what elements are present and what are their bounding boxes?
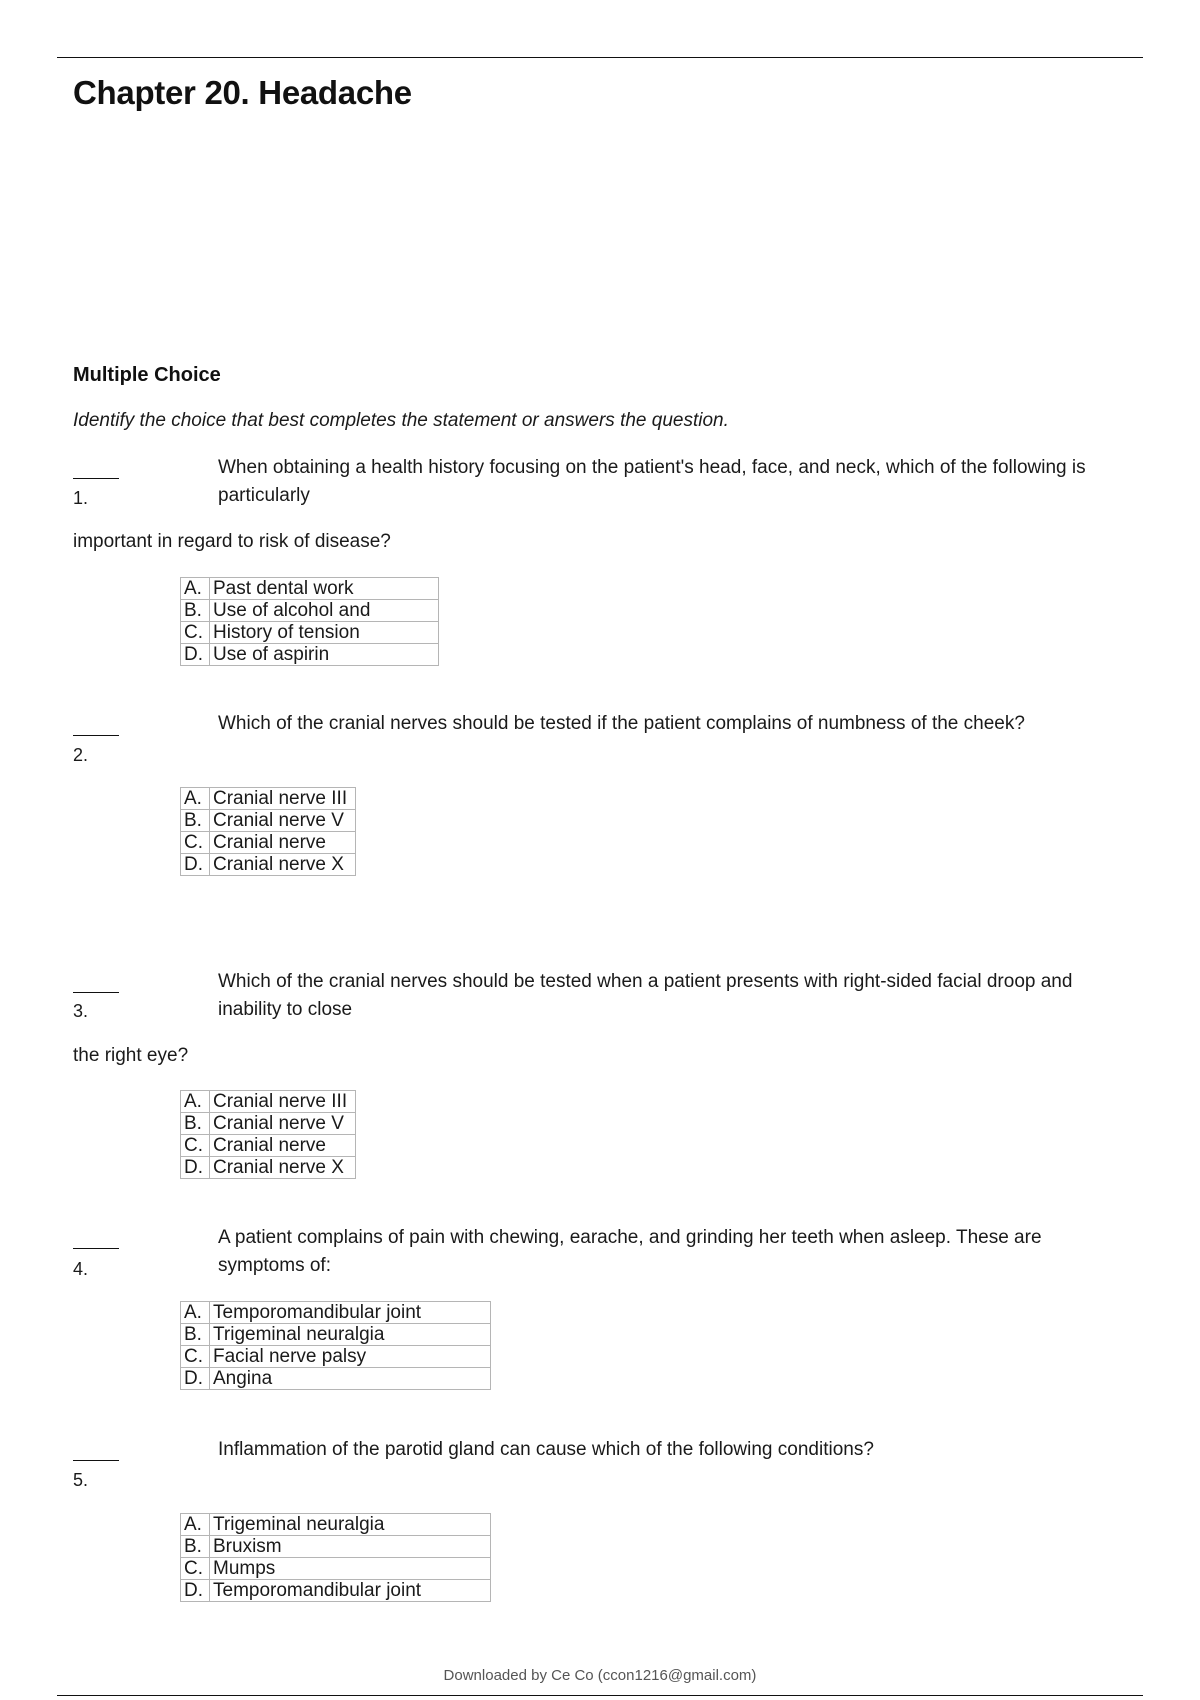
- choice-letter: C.: [181, 1135, 210, 1157]
- question-text: A patient complains of pain with chewing, earache, and grinding her teeth when asleep. These are symptoms of:: [218, 1227, 1042, 1276]
- answer-blank[interactable]: [73, 1248, 119, 1249]
- choice-letter: A.: [181, 788, 210, 810]
- choice-text: Cranial nerve III: [210, 1091, 356, 1113]
- choice-text: Past dental work: [210, 578, 439, 600]
- choice-text: Facial nerve palsy: [210, 1346, 491, 1368]
- question-number: 5.: [73, 1470, 89, 1490]
- choice-text: Trigeminal neuralgia: [210, 1324, 491, 1346]
- choices-table: [180, 787, 356, 876]
- question-number: 1.: [73, 488, 89, 508]
- choice-row[interactable]: [181, 1113, 356, 1135]
- choice-letter: D.: [181, 1368, 210, 1390]
- choice-row[interactable]: [181, 810, 356, 832]
- choice-text: Trigeminal neuralgia: [210, 1514, 491, 1536]
- choice-text: Mumps: [210, 1558, 491, 1580]
- choice-text: Angina: [210, 1368, 491, 1390]
- choice-row[interactable]: [181, 644, 439, 666]
- choices-table: [180, 1090, 356, 1179]
- section-heading: Multiple Choice: [73, 364, 221, 386]
- choice-text: Cranial nerve X: [210, 854, 356, 876]
- question-text: When obtaining a health history focusing on the patient's head, face, and neck, which of the following is particularly: [218, 457, 1086, 506]
- choice-letter: B.: [181, 810, 210, 832]
- choice-letter: C.: [181, 1558, 210, 1580]
- question-text-continuation: important in regard to risk of disease?: [73, 531, 391, 552]
- choice-text: Cranial nerve: [210, 1135, 356, 1157]
- choice-letter: C.: [181, 1346, 210, 1368]
- choice-text: Cranial nerve: [210, 832, 356, 854]
- choice-row[interactable]: [181, 578, 439, 600]
- answer-blank[interactable]: [73, 478, 119, 479]
- question-text: Which of the cranial nerves should be tested when a patient presents with right-sided facial droop and inability to close: [218, 971, 1073, 1020]
- choice-letter: A.: [181, 1091, 210, 1113]
- choice-letter: D.: [181, 1157, 210, 1179]
- question-text: Which of the cranial nerves should be tested if the patient complains of numbness of the cheek?: [218, 713, 1025, 734]
- choice-text: Temporomandibular joint: [210, 1302, 491, 1324]
- choice-text: Cranial nerve V: [210, 810, 356, 832]
- choice-row[interactable]: [181, 600, 439, 622]
- choice-row[interactable]: [181, 1302, 491, 1324]
- chapter-title: Chapter 20. Headache: [73, 74, 412, 111]
- choices-table: [180, 1301, 491, 1390]
- choice-row[interactable]: [181, 1324, 491, 1346]
- choice-row[interactable]: [181, 854, 356, 876]
- instructions: Identify the choice that best completes the statement or answers the question.: [73, 410, 729, 431]
- bottom-rule: [57, 1695, 1143, 1696]
- choice-text: Use of aspirin: [210, 644, 439, 666]
- choice-row[interactable]: [181, 832, 356, 854]
- choice-row[interactable]: [181, 1346, 491, 1368]
- question-text-continuation: the right eye?: [73, 1045, 189, 1066]
- choice-text: Bruxism: [210, 1536, 491, 1558]
- choice-text: History of tension: [210, 622, 439, 644]
- choice-row[interactable]: [181, 1580, 491, 1602]
- choice-letter: A.: [181, 1302, 210, 1324]
- question-number: 4.: [73, 1259, 89, 1279]
- choice-letter: B.: [181, 1113, 210, 1135]
- choice-row[interactable]: [181, 1135, 356, 1157]
- choice-text: Cranial nerve III: [210, 788, 356, 810]
- choice-letter: B.: [181, 1536, 210, 1558]
- answer-blank[interactable]: [73, 735, 119, 736]
- choice-row[interactable]: [181, 1536, 491, 1558]
- choice-letter: B.: [181, 1324, 210, 1346]
- answer-blank[interactable]: [73, 992, 119, 993]
- choice-row[interactable]: [181, 1368, 491, 1390]
- download-footer: Downloaded by Ce Co (ccon1216@gmail.com): [443, 1667, 757, 1684]
- choice-row[interactable]: [181, 1514, 491, 1536]
- choice-letter: B.: [181, 600, 210, 622]
- question-number: 2.: [73, 745, 89, 765]
- choice-letter: D.: [181, 644, 210, 666]
- choice-row[interactable]: [181, 788, 356, 810]
- choice-text: Temporomandibular joint: [210, 1580, 491, 1602]
- choices-table: [180, 1513, 491, 1602]
- choice-row[interactable]: [181, 1157, 356, 1179]
- choice-letter: D.: [181, 1580, 210, 1602]
- choice-letter: C.: [181, 832, 210, 854]
- choice-letter: C.: [181, 622, 210, 644]
- choice-letter: D.: [181, 854, 210, 876]
- choice-text: Cranial nerve V: [210, 1113, 356, 1135]
- top-rule: [57, 57, 1143, 58]
- answer-blank[interactable]: [73, 1460, 119, 1461]
- choice-row[interactable]: [181, 622, 439, 644]
- choice-letter: A.: [181, 1514, 210, 1536]
- question-text: Inflammation of the parotid gland can cause which of the following conditions?: [218, 1439, 874, 1460]
- choice-row[interactable]: [181, 1558, 491, 1580]
- choice-text: Cranial nerve X: [210, 1157, 356, 1179]
- choices-table: [180, 577, 439, 666]
- choice-text: Use of alcohol and: [210, 600, 439, 622]
- question-number: 3.: [73, 1001, 89, 1021]
- choice-row[interactable]: [181, 1091, 356, 1113]
- choice-letter: A.: [181, 578, 210, 600]
